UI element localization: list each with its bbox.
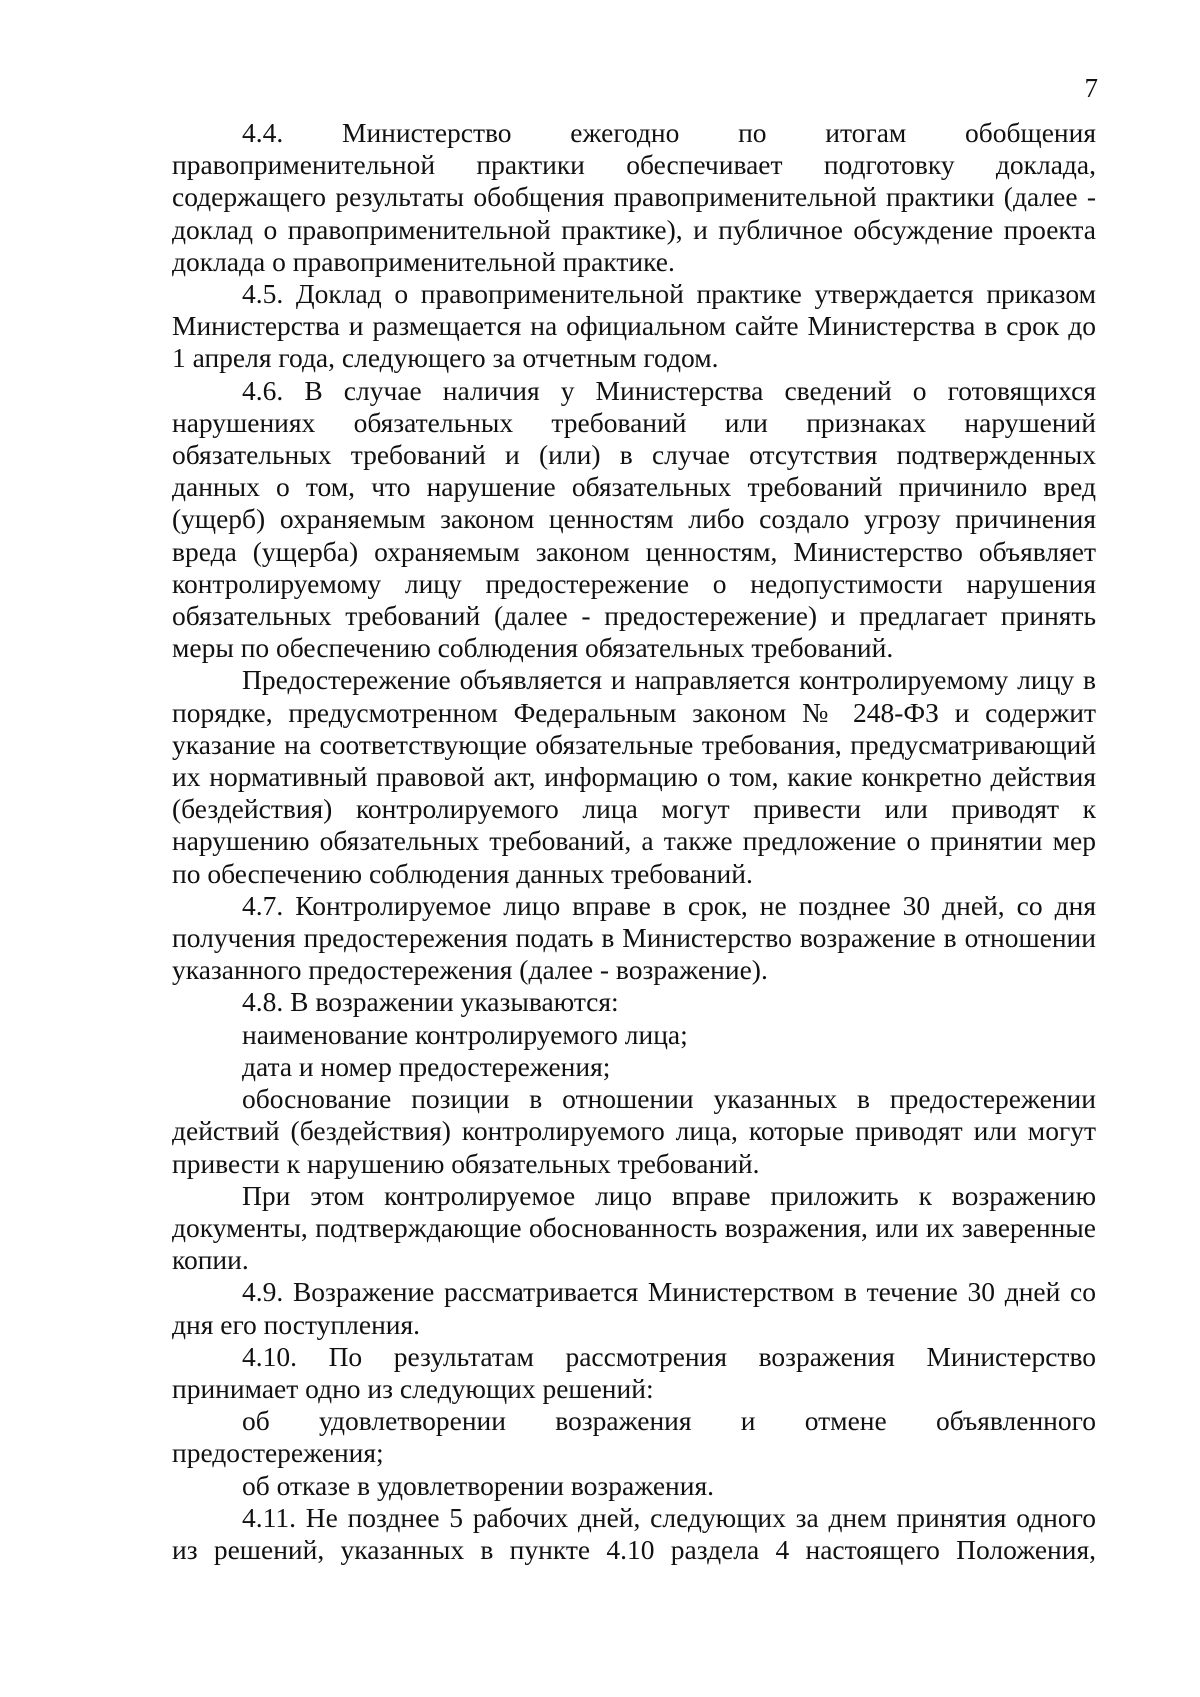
page-number: 7	[1084, 73, 1098, 103]
list-item-controlled-person-name: наименование контролируемого лица;	[242, 1018, 688, 1050]
paragraph-4-10: 4.10. По результатам рассмотрения возражения Министерство принимает одно из следующих решений:	[172, 1340, 1096, 1404]
list-item-warning-date-number: дата и номер предостережения;	[242, 1050, 611, 1082]
paragraph-4-4: 4.4. Министерство ежегодно по итогам обобщения правоприменительной практики обеспечивает подготовку доклада, содержащего результаты обобщения правоприменительной практики (далее - доклад о правоприменительной практике), и публичное обсуждение проекта доклада о правоприменительной практике.	[172, 117, 1096, 277]
paragraph-attach-documents: При этом контролируемое лицо вправе приложить к возражению документы, подтверждающие обоснованность возражения, или их заверенные копии.	[172, 1179, 1096, 1276]
paragraph-4-7: 4.7. Контролируемое лицо вправе в срок, не позднее 30 дней, со дня получения предостережения подать в Министерство возражение в отношении указанного предостережения (далее - возражение).	[172, 889, 1096, 986]
list-item-position-justification: обоснование позиции в отношении указанных в предостережении действий (бездействия) контролируемого лица, которые приводят или могут привести к нарушению обязательных требований.	[172, 1083, 1096, 1179]
paragraph-4-6: 4.6. В случае наличия у Министерства сведений о готовящихся нарушениях обязательных требований или признаках нарушений обязательных требований и (или) в случае отсутствия подтвержденных данных о том, что нарушение обязательных требований причинило вред (ущерб) охраняемым законом ценностям либо создало угрозу причинения вреда (ущерба) охраняемым законом ценностям, Министерство объявляет контролируемому лицу предостережение о недопустимости нарушения обязательных требований (далее - предостережение) и предлагает принять меры по обеспечению соблюдения обязательных требований.	[172, 374, 1096, 664]
list-item-satisfy-objection: об удовлетворении возражения и отмене объявленного предостережения;	[172, 1405, 1096, 1469]
paragraph-4-5: 4.5. Доклад о правоприменительной практике утверждается приказом Министерства и размещается на официальном сайте Министерства в срок до 1 апреля года, следующего за отчетным годом.	[172, 278, 1096, 374]
paragraph-warning-procedure: Предостережение объявляется и направляется контролируемому лицу в порядке, предусмотренном Федеральным законом № 248-ФЗ и содержит указание на соответствующие обязательные требования, предусматривающий их нормативный правовой акт, информацию о том, какие конкретно действия (бездействия) контролируемого лица могут привести или приводят к нарушению обязательных требований, а также предложение о принятии мер по обеспечению соблюдения данных требований.	[172, 664, 1096, 889]
document-body	[172, 117, 1096, 1566]
paragraph-4-9: 4.9. Возражение рассматривается Министерством в течение 30 дней со дня его поступления.	[172, 1276, 1096, 1340]
list-item-refuse-objection: об отказе в удовлетворении возражения.	[242, 1469, 714, 1501]
paragraph-4-8: 4.8. В возражении указываются:	[242, 986, 619, 1018]
paragraph-4-11: 4.11. Не позднее 5 рабочих дней, следующих за днем принятия одного из решений, указанных в пункте 4.10 раздела 4 настоящего Положения,	[172, 1501, 1096, 1565]
